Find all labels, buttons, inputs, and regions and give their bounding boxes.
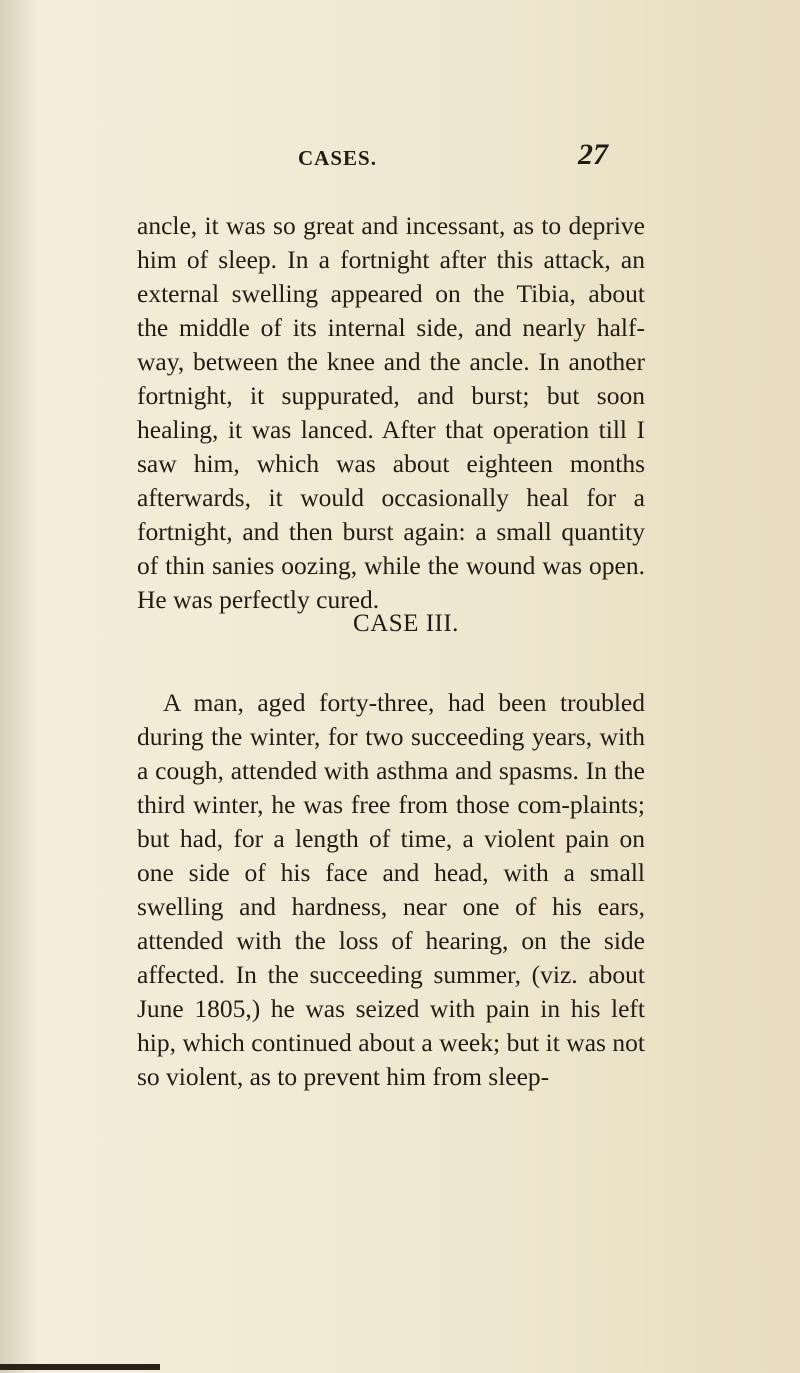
page-header xyxy=(0,138,800,178)
body-paragraph-2: A man, aged forty-three, had been troubled during the winter, for two succeeding years, with a cough, attended with asthma and spasms. In the third winter, he was free from those com-plaints; but had, for a length of time, a violent pain on one side of his face and head, with a small swelling and hardness, near one of his ears, attended with the loss of hearing, on the side affected. In the succeeding summer, (viz. about June 1805,) he was seized with pain in his left hip, which continued about a week; but it was not so violent, as to prevent him from sleep- xyxy=(137,687,645,1091)
page-number: 27 xyxy=(578,138,608,171)
section-heading: CASE III. xyxy=(353,610,459,637)
bottom-edge-rule xyxy=(0,1364,160,1370)
page-gutter-shadow xyxy=(0,0,40,1373)
body-paragraph-1: ancle, it was so great and incessant, as to deprive him of sleep. In a fortnight after this attack, an external swelling appeared on the Tibia, about the middle of its internal side, and nearly half-way, between the knee and the ancle. In another fortnight, it suppurated, and burst; but soon healing, it was lanced. After that operation till I saw him, which was about eighteen months afterwards, it would occasionally heal for a fortnight, and then burst again: a small quantity of thin sanies oozing, while the wound was open. He was perfectly cured. xyxy=(137,210,645,614)
running-head: CASES. xyxy=(298,146,377,170)
